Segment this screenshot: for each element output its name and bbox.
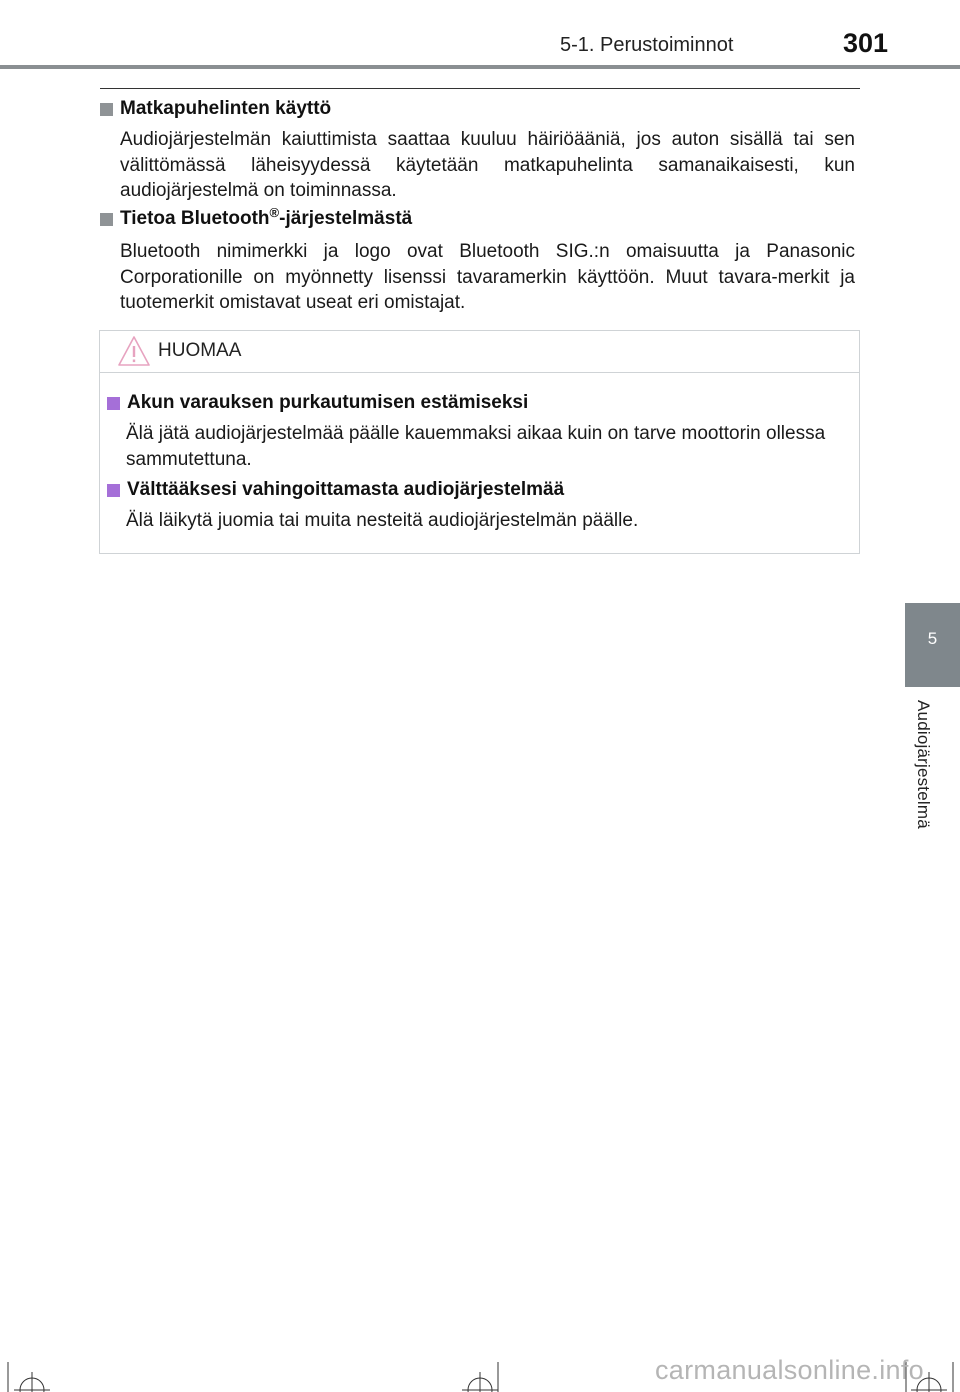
- header-divider: [0, 65, 960, 69]
- caution-heading-damage: Välttääksesi vahingoittamasta audiojärjestelmää: [107, 479, 564, 501]
- watermark-text: carmanualsonline.info: [655, 1355, 924, 1385]
- caution-box: [99, 330, 860, 554]
- square-bullet-icon: [100, 213, 113, 226]
- section-body-mobile-phones: Audiojärjestelmän kaiuttimista saattaa kuuluu häiriöääniä, jos auton sisällä tai sen välittömässä läheisyydessä käytetään matkapuhelinta samanaikaisesti, kun audiojärjestelmä on toiminnassa.: [120, 129, 855, 201]
- chapter-tab[interactable]: [905, 603, 960, 687]
- caution-heading-battery: Akun varauksen purkautumisen estämiseksi: [107, 392, 528, 414]
- content-top-rule: [100, 88, 860, 89]
- section-title: 5-1. Perustoiminnot: [560, 34, 734, 56]
- square-bullet-icon: [100, 103, 113, 116]
- caution-title: HUOMAA: [158, 340, 242, 361]
- section-heading-mobile-phones: [100, 98, 331, 120]
- caution-divider: [100, 372, 859, 373]
- chapter-label: Audiojärjestelmä: [914, 700, 933, 829]
- square-bullet-icon: [107, 397, 120, 410]
- square-bullet-icon: [107, 484, 120, 497]
- section-heading-bluetooth: [100, 205, 413, 230]
- heading-text: Matkapuhelinten käyttö: [120, 98, 332, 119]
- warning-triangle-icon: [117, 335, 151, 367]
- page-number: 301: [843, 28, 889, 58]
- caution-body-battery: Älä jätä audiojärjestelmää päälle kauemmaksi aikaa kuin on tarve moottorin ollessa sammutettuna.: [126, 423, 826, 470]
- section-body-bluetooth: Bluetooth nimimerkki ja logo ovat Bluetooth SIG.:n omaisuutta ja Panasonic Corporationille on myönnetty lisenssi tavaramerkin käyttöön. Muut tavara-merkit ja tuotemerkit omistavat useat eri omistajat.: [120, 241, 855, 313]
- heading-text: Tietoa Bluetooth®-järjestelmästä: [120, 205, 413, 229]
- caution-body-damage: Älä läikytä juomia tai muita nesteitä audiojärjestelmän päälle.: [126, 510, 639, 531]
- chapter-number: 5: [927, 629, 938, 648]
